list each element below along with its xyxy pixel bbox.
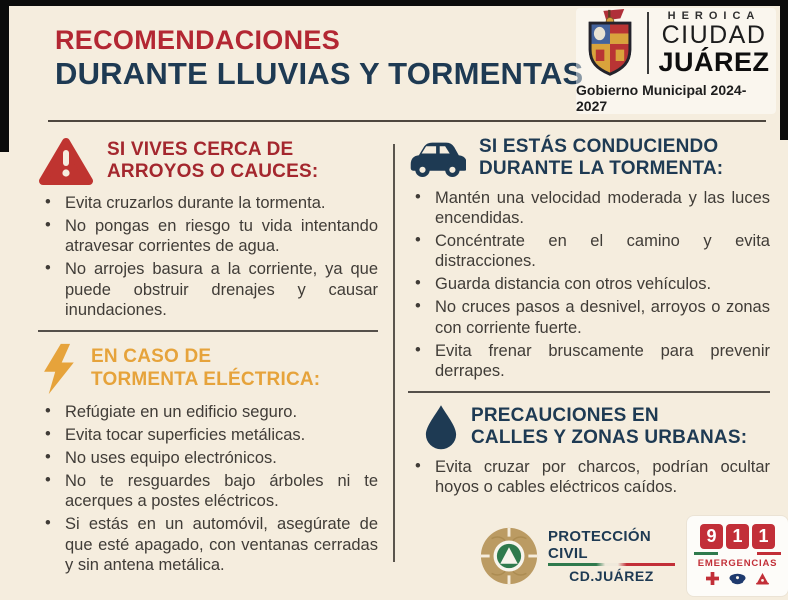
tormenta-electrica-bullet-list	[38, 402, 378, 575]
water-drop-icon	[424, 404, 458, 450]
section-title-line: CALLES Y ZONAS URBANAS:	[471, 426, 748, 448]
section-title-line: TORMENTA ELÉCTRICA:	[91, 368, 321, 390]
logo-juarez-text: JUÁREZ	[658, 46, 770, 77]
photo-frame-top	[0, 0, 788, 6]
column-divider	[393, 144, 395, 562]
title-line-2: DURANTE LLUVIAS Y TORMENTAS	[55, 55, 584, 91]
page-title	[55, 26, 583, 91]
bullet-item: • No uses equipo electrónicos.	[38, 448, 378, 468]
medical-cross-icon	[706, 572, 719, 590]
section-title-line: SI VIVES CERCA DE	[107, 138, 294, 160]
fire-helmet-icon	[756, 572, 769, 590]
left-column	[38, 136, 378, 578]
photo-frame-right	[780, 0, 788, 140]
bullet-item: • Evita cruzarlos durante la tormenta.	[38, 193, 378, 213]
section-arroyos-header	[38, 136, 378, 186]
digit-1: 1	[726, 524, 749, 549]
proteccion-civil-emblem-icon	[478, 525, 540, 587]
bullet-item: • No arrojes basura a la corriente, ya que puede obstruir drenajes y causar inundaciones.	[38, 259, 378, 319]
logo-term-text: Gobierno Municipal 2024-2027	[576, 82, 747, 114]
red-bar	[757, 552, 781, 555]
bullet-item: • Refúgiate en un edificio seguro.	[38, 402, 378, 422]
photo-frame-left	[0, 0, 9, 152]
bullet-item: • No cruces pasos a desnivel, arroyos o zonas con corriente fuerte.	[408, 297, 770, 337]
arroyos-bullet-list	[38, 193, 378, 320]
logo-heroica-text: HEROICA	[667, 9, 761, 22]
emergencias-label: EMERGENCIAS	[697, 558, 778, 569]
bullet-item: • Concéntrate en el camino y evita distracciones.	[408, 231, 770, 271]
bullet-item: • Guarda distancia con otros vehículos.	[408, 274, 770, 294]
bullet-item: • Mantén una velocidad moderada y las luces encendidas.	[408, 188, 770, 228]
section-conduciendo-header	[408, 136, 770, 181]
section-title-line: ARROYOS O CAUCES:	[107, 161, 319, 182]
conduciendo-bullet-list	[408, 188, 770, 381]
proteccion-civil-logo	[478, 525, 675, 587]
city-government-logo	[576, 8, 776, 114]
tricolor-bar	[548, 563, 675, 566]
title-line-1: RECOMENDACIONES	[55, 25, 341, 55]
car-icon	[408, 136, 466, 180]
section-title-line: DURANTE LA TORMENTA:	[479, 158, 724, 180]
warning-triangle-icon	[38, 136, 94, 186]
police-cap-icon	[729, 572, 746, 590]
right-column	[408, 136, 770, 500]
zonas-urbanas-bullet-list	[408, 457, 770, 497]
lightning-bolt-icon	[38, 343, 78, 395]
digit-9: 9	[700, 524, 723, 549]
section-tormenta-electrica-header	[38, 343, 378, 395]
cd-juarez-label: CD.JUÁREZ	[569, 568, 654, 584]
bullet-item: • Si estás en un automóvil, asegúrate de que esté apagado, con ventanas cerradas y sin antena metálica.	[38, 514, 378, 574]
bullet-item: • No pongas en riesgo tu vida intentando atravesar corrientes de agua.	[38, 216, 378, 256]
bullet-item: • Evita cruzar por charcos, podrían ocultar hoyos o cables eléctricos caídos.	[408, 457, 770, 497]
bullet-item: • No te resguardes bajo árboles ni te acerques a postes eléctricos.	[38, 471, 378, 511]
logo-divider	[647, 12, 649, 74]
header-divider	[48, 120, 766, 122]
section-title-line: PRECAUCIONES EN	[471, 404, 659, 426]
proteccion-civil-label: PROTECCIÓN CIVIL	[548, 528, 652, 562]
section-title-line: EN CASO DE	[91, 346, 212, 368]
footer-logos	[478, 516, 788, 596]
section-zonas-urbanas-header	[408, 404, 770, 450]
bullet-item: • Evita frenar bruscamente para prevenir derrapes.	[408, 341, 770, 381]
section-title-line: SI ESTÁS CONDUCIENDO	[479, 136, 719, 157]
bullet-item: • Evita tocar superficies metálicas.	[38, 425, 378, 445]
coat-of-arms-icon	[582, 8, 638, 78]
right-section-divider	[408, 391, 770, 393]
green-bar	[694, 552, 718, 555]
emergency-911-logo	[687, 516, 788, 596]
logo-ciudad-text: CIUDAD	[661, 20, 767, 49]
digit-1: 1	[752, 524, 775, 549]
left-section-divider	[38, 330, 378, 332]
